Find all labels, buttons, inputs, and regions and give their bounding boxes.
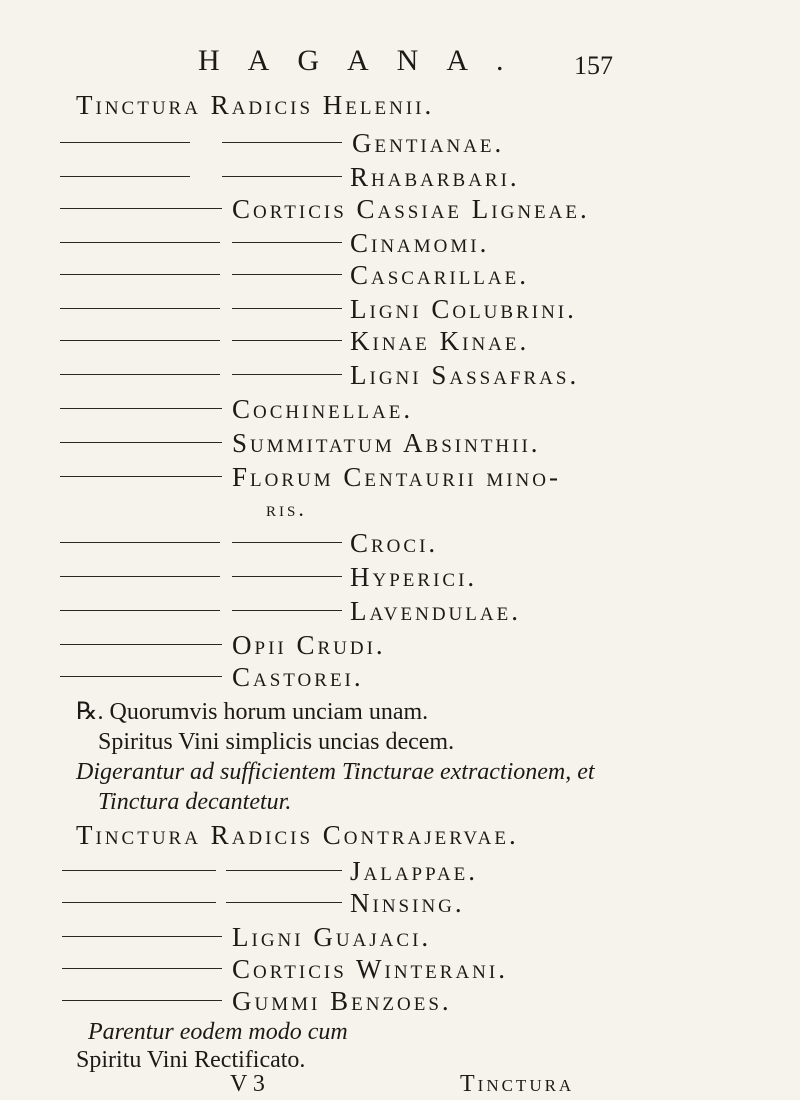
ditto-rule: [60, 408, 222, 409]
ditto-rule: [62, 902, 216, 903]
entry: Hyperici.: [350, 562, 478, 592]
recipe-instruction: Digerantur ad sufficientem Tincturae extractionem, et: [76, 759, 595, 785]
entry: Castorei.: [232, 662, 364, 692]
ditto-rule: [60, 340, 220, 341]
ditto-rule: [60, 610, 220, 611]
entry-heading: Tinctura Radicis Contrajervae.: [76, 820, 519, 850]
ditto-rule: [60, 242, 220, 243]
ditto-rule: [232, 274, 342, 275]
ditto-rule: [60, 274, 220, 275]
ditto-rule: [226, 870, 342, 871]
recipe-instruction: Tinctura decantetur.: [98, 789, 292, 815]
recipe-line: ℞. Quorumvis horum unciam unam.: [76, 699, 429, 725]
entry: Florum Centaurii mino-: [232, 462, 561, 492]
ditto-rule: [60, 142, 190, 143]
ditto-rule: [60, 676, 222, 677]
ditto-rule: [60, 476, 222, 477]
entry: Opii Crudi.: [232, 630, 386, 660]
entry-heading: Tinctura Radicis Helenii.: [76, 90, 435, 120]
ditto-rule: [232, 340, 342, 341]
entry: Ligni Colubrini.: [350, 294, 577, 324]
entry: Ligni Guajaci.: [232, 922, 432, 952]
ditto-rule: [232, 542, 342, 543]
signature-mark: V 3: [230, 1071, 265, 1097]
ditto-rule: [60, 576, 220, 577]
entry: Corticis Cassiae Ligneae.: [232, 194, 590, 224]
ditto-rule: [232, 576, 342, 577]
entry: Kinae Kinae.: [350, 326, 530, 356]
ditto-rule: [222, 176, 342, 177]
ditto-rule: [60, 308, 220, 309]
ditto-rule: [60, 208, 222, 209]
entry: Gummi Benzoes.: [232, 986, 452, 1016]
entry: Rhabarbari.: [350, 162, 520, 192]
entry: Croci.: [350, 528, 439, 558]
ditto-rule: [232, 610, 342, 611]
entry: Ligni Sassafras.: [350, 360, 580, 390]
closing-instruction: Parentur eodem modo cum: [88, 1019, 348, 1045]
entry-continuation: ris.: [266, 496, 307, 521]
ditto-rule: [62, 1000, 222, 1001]
ditto-rule: [222, 142, 342, 143]
ditto-rule: [60, 176, 190, 177]
entry: Jalappae.: [350, 856, 479, 886]
ditto-rule: [60, 442, 222, 443]
entry: Corticis Winterani.: [232, 954, 508, 984]
ditto-rule: [62, 968, 222, 969]
catchword: Tinctura: [460, 1071, 575, 1097]
ditto-rule: [232, 374, 342, 375]
ditto-rule: [232, 308, 342, 309]
entry: Summitatum Absinthii.: [232, 428, 541, 458]
entry: Ninsing.: [350, 888, 465, 918]
ditto-rule: [60, 542, 220, 543]
ditto-rule: [60, 644, 222, 645]
ditto-rule: [62, 936, 222, 937]
ditto-rule: [62, 870, 216, 871]
ditto-rule: [60, 374, 220, 375]
ditto-rule: [226, 902, 342, 903]
page-number: 157: [574, 51, 613, 80]
entry: Gentianae.: [352, 128, 505, 158]
entry: Cochinellae.: [232, 394, 414, 424]
ditto-rule: [232, 242, 342, 243]
recipe-line: Spiritus Vini simplicis uncias decem.: [98, 729, 455, 755]
entry: Lavendulae.: [350, 596, 521, 626]
closing-line: Spiritu Vini Rectificato.: [76, 1047, 306, 1073]
entry: Cascarillae.: [350, 260, 529, 290]
entry: Cinamomi.: [350, 228, 490, 258]
running-head: HAGANA.: [198, 44, 532, 77]
